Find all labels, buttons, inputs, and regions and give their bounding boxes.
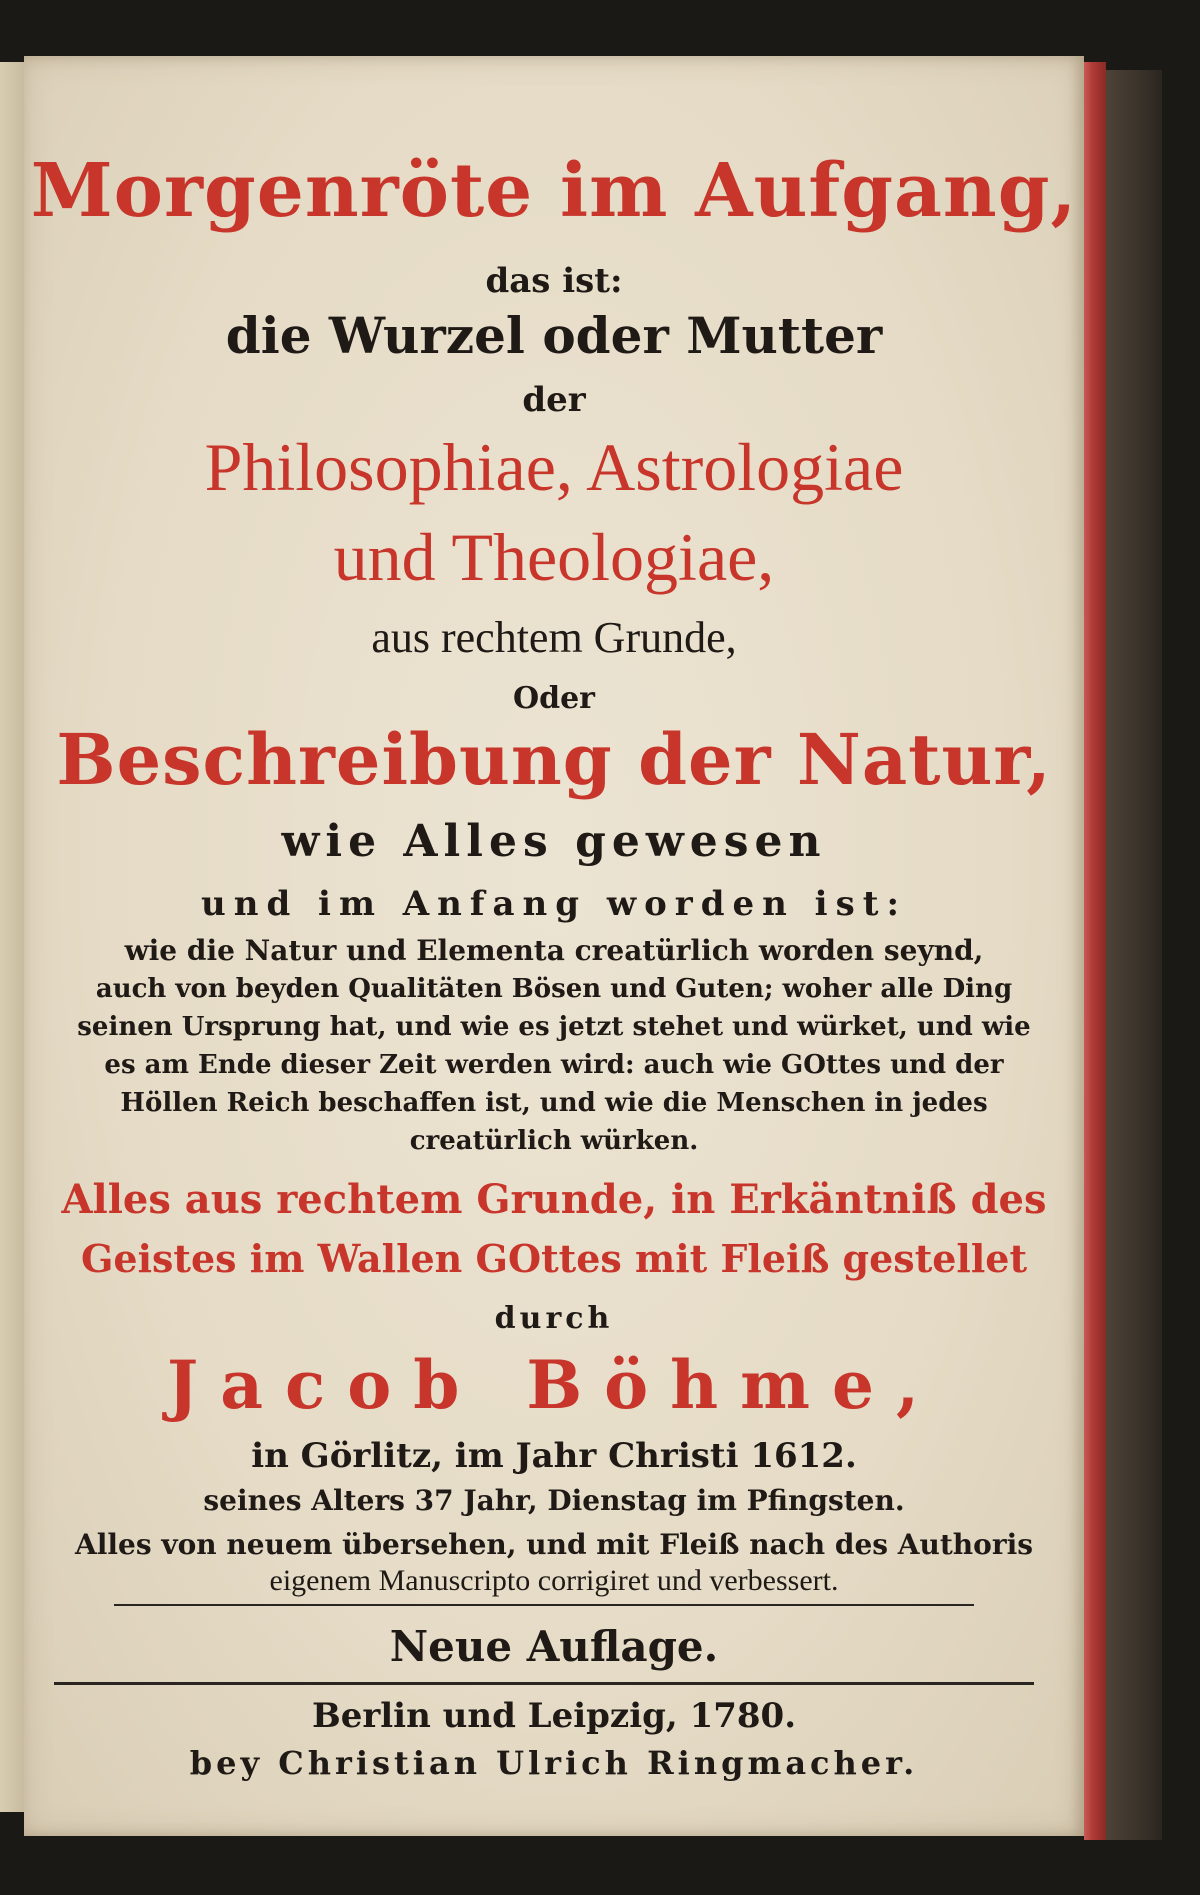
rule-long [54,1682,1034,1685]
edition-label: Neue Auflage. [389,1622,719,1671]
subtitle-der: der [522,380,586,420]
subtitle-grunde: aus rechtem Grunde, [371,613,737,662]
subtitle-philosophiae: Philosophiae, Astrologiae [204,429,904,505]
oder-word: Oder [512,681,595,716]
red-note-line-2: Geistes im Wallen GOttes mit Fleiß gestellet [80,1236,1028,1281]
main-title: Morgenröte im Aufgang, [30,148,1078,234]
desc-line-2: und im Anfang worden ist: [201,884,907,924]
imprint-line-2: bey Christian Ulrich Ringmacher. [189,1744,919,1782]
body-line-4: es am Ende dieser Zeit werden wird: auch wie GOttes und der [104,1050,1004,1080]
author-age: seines Alters 37 Jahr, Dienstag im Pfingsten. [203,1484,905,1517]
place-year: in Görlitz, im Jahr Christi 1612. [251,1436,857,1476]
imprint-line-1: Berlin und Leipzig, 1780. [311,1696,797,1736]
body-line-5: Höllen Reich beschaffen ist, und wie die Menschen in jedes [120,1088,988,1118]
body-line-1: wie die Natur und Elementa creatürlich worden seynd, [124,934,984,967]
adjacent-page-edge [0,62,26,1812]
subtitle-theologiae: und Theologiae, [333,519,775,595]
body-line-3: seinen Ursprung hat, und wie es jetzt stehet und würket, und wie [77,1012,1031,1042]
second-title: Beschreibung der Natur, [56,718,1052,801]
subtitle-wurzel: die Wurzel oder Mutter [225,306,883,365]
body-line-6: creatürlich würken. [409,1126,699,1156]
rule-short [114,1604,974,1606]
revision-line-1: Alles von neuem übersehen, und mit Fleiß nach des Authoris [75,1528,1033,1561]
revision-line-2: eigenem Manuscripto corrigiret und verbessert. [269,1564,839,1597]
body-line-2: auch von beyden Qualitäten Bösen und Guten; woher alle Ding [95,974,1013,1004]
subtitle-das-ist: das ist: [485,261,623,301]
book-cover-board [1106,70,1162,1840]
red-note-line-1: Alles aus rechtem Grunde, in Erkäntniß des [61,1176,1047,1223]
red-page-edges [1084,62,1106,1840]
author-name: Jacob Böhme, [167,1346,941,1424]
durch-word: durch [494,1301,614,1336]
desc-line-1: wie Alles gewesen [281,816,827,867]
